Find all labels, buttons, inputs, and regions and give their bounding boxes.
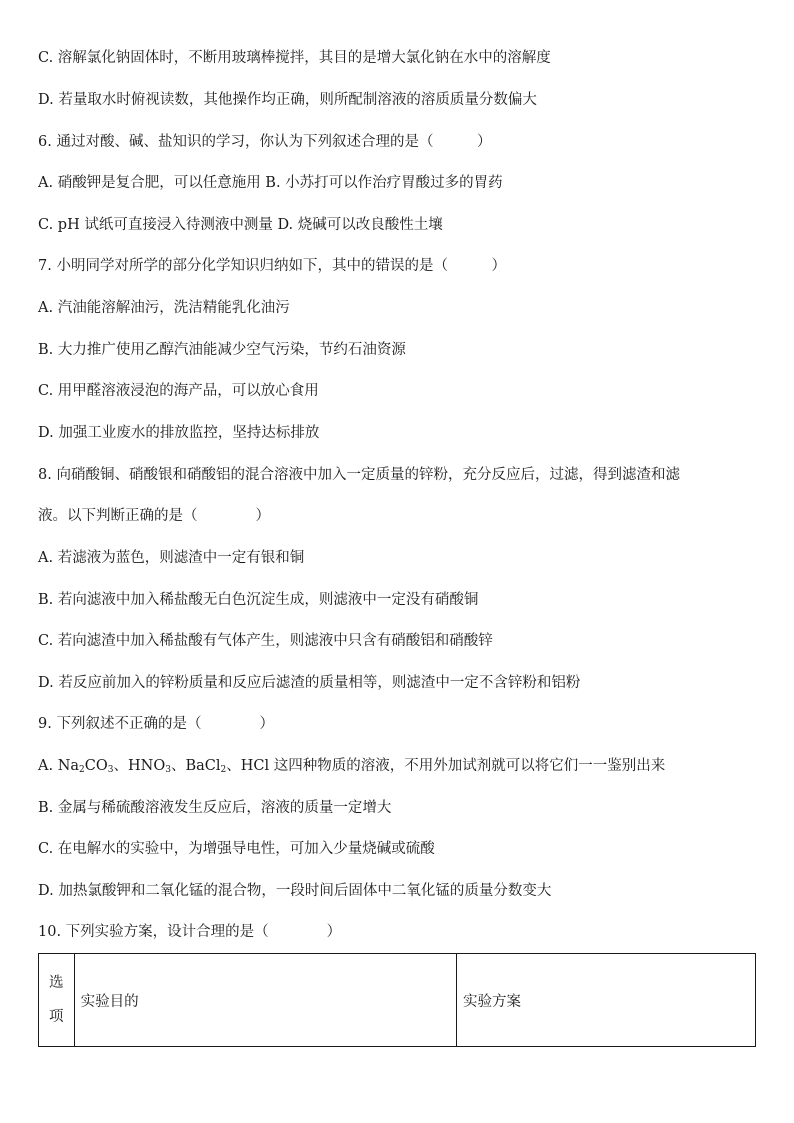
option-9c: C. 在电解水的实验中，为增强导电性，可加入少量烧碱或硫酸 [38,841,435,857]
question-7: 7. 小明同学对所学的部分化学知识归纳如下，其中的错误的是（ ） [38,258,506,274]
table-header-row [39,954,756,1047]
experiment-table [38,953,756,1047]
option-5c: C. 溶解氯化钠固体时，不断用玻璃棒搅拌，其目的是增大氯化钠在水中的溶解度 [38,50,551,66]
option-7d: D. 加强工业废水的排放监控，坚持达标排放 [38,425,320,441]
option-7a: A. 汽油能溶解油污，洗洁精能乳化油污 [38,300,290,316]
question-10: 10. 下列实验方案，设计合理的是（ ） [38,924,342,940]
option-9b: B. 金属与稀硫酸溶液发生反应后，溶液的质量一定增大 [38,800,392,816]
question-8-line1: 8. 向硝酸铜、硝酸银和硝酸铝的混合溶液中加入一定质量的锌粉，充分反应后，过滤，得到滤渣和滤 [38,467,680,483]
question-9: 9. 下列叙述不正确的是（ ） [38,716,274,732]
question-8-line2: 液。以下判断正确的是（ ） [38,508,270,524]
option-9d: D. 加热氯酸钾和二氧化锰的混合物，一段时间后固体中二氧化锰的质量分数变大 [38,883,552,899]
option-8d: D. 若反应前加入的锌粉质量和反应后滤渣的质量相等，则滤渣中一定不含锌粉和铝粉 [38,675,581,691]
option-5d: D. 若量取水时俯视读数，其他操作均正确，则所配制溶液的溶质质量分数偏大 [38,92,537,108]
question-6: 6. 通过对酸、碱、盐知识的学习，你认为下列叙述合理的是（ ） [38,134,492,150]
header-option-cell: 选 项 [39,954,75,1047]
option-9a: A. $Na_2CO_3$、$HNO_3$、BaCl$_2$、HCl 这四种物质的溶液，不用外加试剂就可以将它们一一鉴别出来 [38,758,666,775]
header-plan-cell: 实验方案 [456,954,755,1047]
option-8c: C. 若向滤渣中加入稀盐酸有气体产生，则滤液中只含有硝酸铝和硝酸锌 [38,633,493,649]
option-6ab: A. 硝酸钾是复合肥，可以任意施用 B. 小苏打可以作治疗胃酸过多的胃药 [38,175,503,191]
option-7c: C. 用甲醛溶液浸泡的海产品，可以放心食用 [38,383,319,399]
option-8b: B. 若向滤液中加入稀盐酸无白色沉淀生成，则滤液中一定没有硝酸铜 [38,592,479,608]
option-6cd: C. pH 试纸可直接浸入待测液中测量 D. 烧碱可以改良酸性土壤 [38,217,443,233]
option-8a: A. 若滤液为蓝色，则滤渣中一定有银和铜 [38,550,305,566]
header-purpose-cell: 实验目的 [74,954,456,1047]
option-7b: B. 大力推广使用乙醇汽油能减少空气污染，节约石油资源 [38,342,406,358]
